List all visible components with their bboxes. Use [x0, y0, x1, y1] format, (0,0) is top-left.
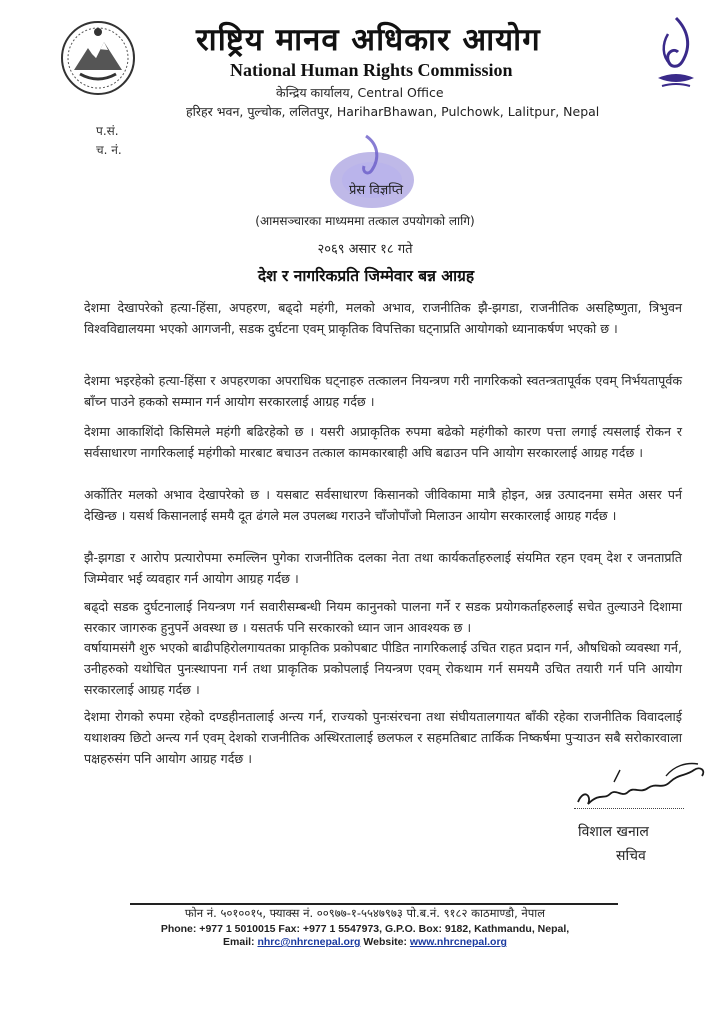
body-paragraph: देशमा रोगको रुपमा रहेको दण्डहीनतालाई अन्त्य गर्न, राज्यको पुनःसंरचना तथा संघीयतालगायत बाँकी रहेका राजनीतिक विवादलाई यथाशक्य छिटो अन्त्य गर्न एवम् देशको राजनीतिक अस्थिरतालाई छलफल र सहमतिबाट तार्किक निष्कर्षमा पुर्‍याउन सबै सरोकारवाला पक्षहरुसंग पनि आयोग आग्रह गर्दछ ।	[84, 709, 682, 766]
nepal-emblem-icon	[58, 18, 138, 98]
body-paragraph: बढ्दो सडक दुर्घटनालाई नियन्त्रण गर्न सवारीसम्बन्धी नियम कानुनको पालना गर्ने र सडक प्रयोगकर्ताहरुलाई सचेत तुल्याउने दिशामा सरकार जागरुक हुनुपर्ने अवस्था छ । यसतर्फ पनि सरकारको ध्यान जान आवश्यक छ ।	[84, 599, 682, 635]
footer-contact-nepali: फोन नं. ५०१००१५, फ्याक्स नं. ००९७७-१-५५४७९७३ पो.ब.नं. ९१८२ काठमाण्डौ, नेपाल	[184, 906, 546, 920]
org-name-nepali: राष्ट्रिय मानव अधिकार आयोग	[196, 22, 541, 58]
press-release-subtitle: (आमसञ्चारका माध्यममा तत्काल उपयोगको लागि)	[255, 214, 475, 228]
dispatch-number-label: च. नं.	[96, 143, 122, 157]
org-name-english: National Human Rights Commission	[230, 60, 513, 80]
office-address: हरिहर भवन, पुल्चोक, ललितपुर, HariharBhawan, Pulchowk, Lalitpur, Nepal	[186, 104, 600, 119]
press-release-label: प्रेस विज्ञप्ति	[348, 183, 404, 198]
commission-seal-stamp	[326, 132, 418, 212]
release-date: २०६९ असार १८ गते	[317, 242, 413, 257]
body-paragraph: वर्षायामसंगै शुरु भएको बाढीपहिरोलगायतका प्राकृतिक प्रकोपबाट पीडित नागरिकलाई उचित राहत प्रदान गर्न, औषधिको व्यवस्था गर्न, उनीहरुको यथोचित पुनःस्थापना गर्न तथा प्राकृतिक प्रकोपलाई नियन्त्रण एवम् रोकथाम गर्न समयमै उचित तयारी गर्न पनि आयोग सरकारलाई आग्रह गर्दछ ।	[84, 640, 682, 697]
signature-line	[574, 808, 684, 809]
email-label: Email:	[223, 936, 255, 948]
nhrc-logo-icon	[648, 12, 704, 96]
reference-number-label: प.सं.	[96, 124, 119, 138]
body-paragraph: झै-झगडा र आरोप प्रत्यारोपमा रुमल्लिन पुगेका राजनीतिक दलका नेता तथा कार्यकर्ताहरुलाई संयमित रहन एवम् देश र जनताप्रति जिम्मेवार भई व्यवहार गर्न आयोग आग्रह गर्दछ ।	[84, 550, 682, 586]
footer-web-contacts	[120, 936, 610, 948]
footer-divider	[130, 903, 618, 905]
body-paragraph: अर्कोतिर मलको अभाव देखापरेको छ । यसबाट सर्वसाधारण किसानको जीविकामा मात्रै होइन, अन्न उत्पादनमा समेत असर पर्न देखिन्छ । यसर्थ किसानलाई समयै दूत ढंगले मल उपलब्ध गराउने चाँजोपाँजो मिलाउन आयोग सरकारलाई आग्रह गर्दछ ।	[84, 487, 682, 523]
email-link[interactable]: nhrc@nhrcnepal.org	[257, 936, 361, 948]
body-paragraph: देशमा आकाशिंदो किसिमले महंगी बढिरहेको छ । यसरी अप्राकृतिक रुपमा बढेको महंगीको कारण पत्ता लगाई त्यसलाई रोकन र सर्वसाधारण नागरिकलाई महंगीको मारबाट बचाउन तत्काल कामकारबाही अघि बढाउन पनि आयोग सरकारलाई आग्रह गर्दछ ।	[84, 424, 682, 460]
signatory-name: विशाल खनाल	[578, 824, 649, 840]
office-label: केन्द्रिय कार्यालय, Central Office	[276, 85, 444, 100]
signatory-title: सचिव	[616, 848, 646, 864]
website-label: Website:	[363, 936, 407, 948]
website-link[interactable]: www.nhrcnepal.org	[409, 936, 507, 948]
footer-contact-english: Phone: +977 1 5010015 Fax: +977 1 5547973, G.P.O. Box: 9182, Kathmandu, Nepal,	[160, 923, 570, 935]
body-paragraph: देशमा देखापरेको हत्या-हिंसा, अपहरण, बढ्दो महंगी, मलको अभाव, राजनीतिक झै-झगडा, राजनीतिक असहिष्णुता, त्रिभुवन विश्वविद्यालयमा भएको आगजनी, सडक दुर्घटना एवम् प्राकृतिक विपत्तिका घट्नाप्रति आयोगको ध्यानाकर्षण भएको छ ।	[84, 300, 682, 336]
body-paragraph: देशमा भइरहेको हत्या-हिंसा र अपहरणका अपराधिक घट्नाहरु तत्कालन नियन्त्रण गरी नागरिकको स्वतन्त्रतापूर्वक एवम् निर्भयतापूर्वक बाँच्न पाउने हकको सम्मान गर्न आयोग सरकारलाई आग्रह गर्दछ ।	[84, 373, 682, 409]
release-title: देश र नागरिकप्रति जिम्मेवार बन्न आग्रह	[257, 267, 475, 285]
